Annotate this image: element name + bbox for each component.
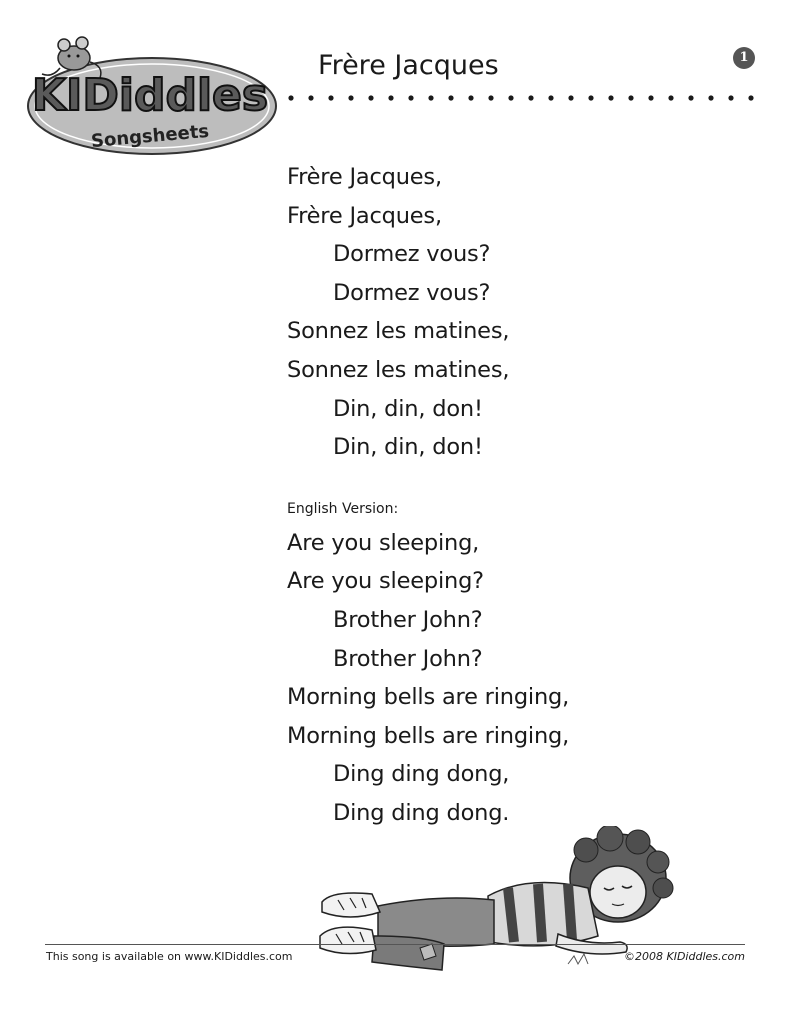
page-number-badge: 1 bbox=[733, 47, 755, 69]
lyric-line: Ding ding dong, bbox=[333, 761, 510, 788]
lyric-line: Brother John? bbox=[333, 645, 483, 672]
divider-dot bbox=[368, 95, 373, 100]
divider-dot bbox=[408, 95, 413, 100]
song-title: Frère Jacques bbox=[318, 50, 499, 81]
divider-dot bbox=[448, 95, 453, 100]
divider-dot bbox=[688, 95, 693, 100]
divider-dot bbox=[588, 95, 593, 100]
lyric-line: Ding ding dong. bbox=[333, 799, 510, 826]
divider-dot bbox=[528, 95, 533, 100]
lyric-line: Din, din, don! bbox=[333, 395, 483, 422]
divider-dot bbox=[488, 95, 493, 100]
divider-dot bbox=[748, 95, 753, 100]
striped-shirt bbox=[488, 883, 598, 946]
divider-dot bbox=[648, 95, 653, 100]
lyric-line: Frère Jacques, bbox=[287, 202, 442, 229]
divider-dot bbox=[468, 95, 473, 100]
divider-dot bbox=[708, 95, 713, 100]
lyrics-body bbox=[287, 158, 569, 833]
french-lyrics bbox=[287, 158, 569, 467]
lyric-line: Morning bells are ringing, bbox=[287, 684, 570, 711]
divider-dot bbox=[508, 95, 513, 100]
divider-dot bbox=[348, 95, 353, 100]
divider-dot bbox=[428, 95, 433, 100]
footer-availability-text: This song is available on www.KIDiddles.com bbox=[46, 950, 293, 963]
divider-dot bbox=[548, 95, 553, 100]
dotted-divider bbox=[288, 93, 758, 103]
divider-dot bbox=[728, 95, 733, 100]
divider-dot bbox=[308, 95, 313, 100]
lyric-line: Frère Jacques, bbox=[287, 164, 442, 190]
lyric-line: Sonnez les matines, bbox=[287, 318, 510, 345]
english-version-label: English Version: bbox=[287, 500, 399, 517]
lyric-line: Are you sleeping? bbox=[287, 568, 484, 595]
footer-divider bbox=[45, 944, 745, 945]
logo-brand-text: KIDiddles bbox=[31, 70, 269, 121]
divider-dot bbox=[668, 95, 673, 100]
lyric-line: Brother John? bbox=[333, 606, 483, 633]
lyric-line: Dormez vous? bbox=[333, 279, 491, 306]
lyric-line: Sonnez les matines, bbox=[287, 356, 510, 383]
divider-dot bbox=[608, 95, 613, 100]
lyric-line: Din, din, don! bbox=[333, 434, 483, 461]
lyric-line: Are you sleeping, bbox=[287, 529, 480, 556]
lyric-line: Morning bells are ringing, bbox=[287, 722, 570, 749]
divider-dot bbox=[328, 95, 333, 100]
divider-dot bbox=[288, 95, 293, 100]
footer-copyright-text: ©2008 KIDiddles.com bbox=[624, 950, 745, 963]
english-lyrics bbox=[287, 524, 569, 833]
logo-tagline-text: Songsheets bbox=[90, 120, 210, 153]
lyric-line: Dormez vous? bbox=[333, 241, 491, 268]
kididdles-logo bbox=[22, 32, 282, 160]
divider-dot bbox=[568, 95, 573, 100]
jeans bbox=[372, 898, 494, 970]
divider-dot bbox=[388, 95, 393, 100]
divider-dot bbox=[628, 95, 633, 100]
